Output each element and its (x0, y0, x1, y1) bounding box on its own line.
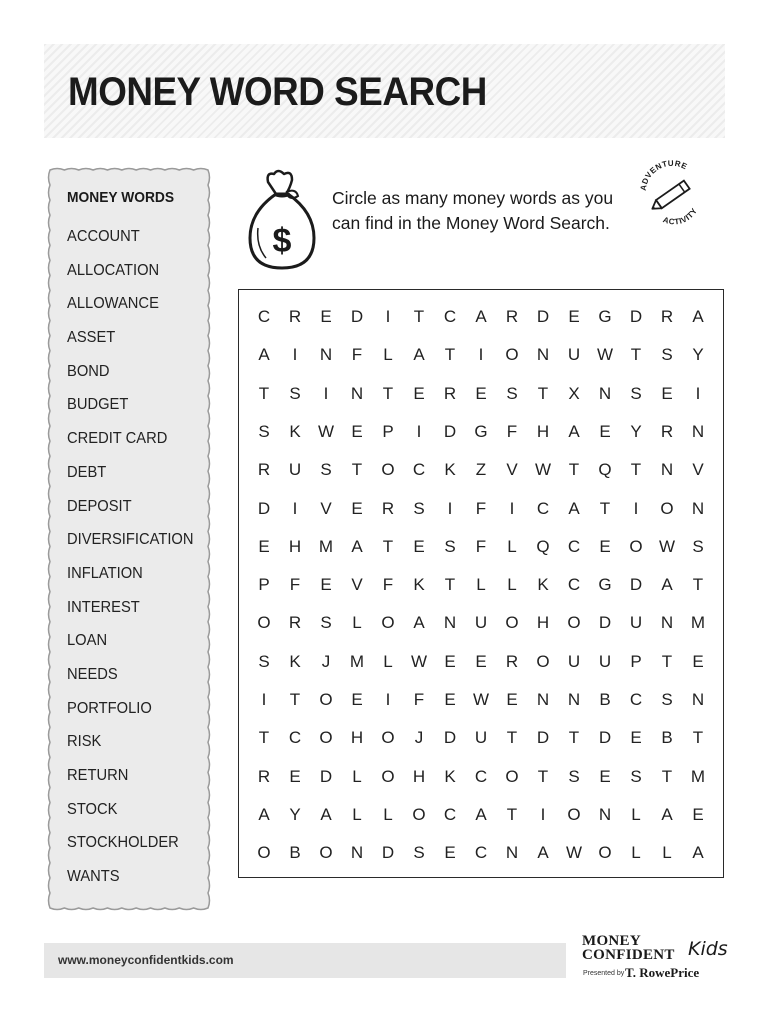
grid-letter[interactable]: P (382, 421, 394, 441)
word-item: INFLATION (67, 564, 143, 582)
grid-letter[interactable]: S (413, 498, 425, 518)
grid-letter[interactable]: E (413, 536, 425, 556)
grid-letter[interactable]: K (289, 421, 301, 441)
grid-letter[interactable]: R (288, 613, 302, 633)
word-item: INTEREST (67, 598, 140, 616)
grid-letter[interactable]: Q (598, 460, 612, 480)
grid-letter[interactable]: W (410, 651, 428, 671)
grid-letter[interactable]: K (413, 575, 425, 595)
grid-letter[interactable]: N (505, 843, 519, 863)
grid-letter[interactable]: M (318, 536, 334, 556)
grid-letter[interactable]: C (288, 728, 302, 748)
grid-letter[interactable]: E (444, 651, 456, 671)
grid-letter[interactable]: N (350, 843, 364, 863)
grid-letter[interactable]: T (599, 498, 611, 518)
grid-letter[interactable]: D (536, 307, 550, 326)
brand-confident: CONFIDENT (582, 947, 675, 963)
grid-letter[interactable]: D (598, 613, 612, 633)
grid-letter[interactable]: C (257, 307, 271, 326)
grid-letter[interactable]: T (382, 383, 394, 403)
grid-letter[interactable]: E (630, 728, 642, 748)
brand-money: MONEY (582, 933, 641, 949)
grid-letter[interactable]: T (661, 766, 673, 786)
grid-letter[interactable]: I (447, 498, 453, 518)
grid-letter[interactable]: O (505, 345, 519, 365)
grid-letter[interactable]: R (505, 651, 519, 671)
grid-letter[interactable]: S (661, 690, 673, 709)
grid-letter[interactable]: E (444, 843, 456, 863)
grid-letter[interactable]: D (629, 575, 643, 595)
grid-letter[interactable]: D (381, 843, 395, 863)
word-item: PORTFOLIO (67, 699, 152, 717)
grid-letter[interactable]: T (382, 536, 394, 556)
grid-letter[interactable]: L (352, 613, 362, 633)
grid-row (249, 800, 713, 830)
grid-letter[interactable]: Q (536, 536, 550, 556)
grid-letter[interactable]: O (505, 766, 519, 786)
grid-letter[interactable]: V (692, 460, 704, 480)
grid-letter[interactable]: C (443, 307, 457, 326)
grid-letter[interactable]: N (598, 804, 612, 824)
svg-text:ACTIVITY (662, 206, 699, 226)
grid-letter[interactable]: A (320, 804, 332, 824)
grid-letter[interactable]: L (383, 345, 393, 365)
grid-letter[interactable]: N (350, 383, 364, 403)
grid-letter[interactable]: F (413, 690, 425, 709)
badge-bottom-text: ACTIVITY (661, 206, 700, 227)
grid-row (249, 302, 713, 332)
grid-letter[interactable]: I (540, 804, 546, 824)
grid-letter[interactable]: A (568, 421, 580, 441)
grid-letter[interactable]: L (507, 575, 517, 595)
grid-letter[interactable]: U (629, 613, 643, 633)
grid-letter[interactable]: I (292, 345, 298, 365)
grid-letter[interactable]: T (258, 728, 270, 748)
grid-letter[interactable]: C (443, 804, 457, 824)
grid-letter[interactable]: O (598, 843, 612, 863)
grid-letter[interactable]: F (382, 575, 394, 595)
grid-letter[interactable]: K (444, 460, 456, 480)
grid-letter[interactable]: S (258, 651, 270, 671)
grid-letter[interactable]: N (691, 690, 705, 709)
word-item: ALLOCATION (67, 261, 160, 279)
word-item: STOCK (67, 800, 118, 818)
grid-letter[interactable]: T (537, 766, 549, 786)
grid-letter[interactable]: H (536, 613, 550, 633)
grid-letter[interactable]: D (598, 728, 612, 748)
grid-letter[interactable]: L (507, 536, 517, 556)
grid-letter[interactable]: G (474, 421, 488, 441)
grid-letter[interactable]: W (317, 421, 335, 441)
grid-letter[interactable]: S (661, 345, 673, 365)
grid-letter[interactable]: N (660, 613, 674, 633)
money-words-list (67, 188, 205, 901)
grid-letter[interactable]: E (475, 651, 487, 671)
grid-letter[interactable]: C (474, 766, 488, 786)
money-words-heading: MONEY WORDS (67, 189, 175, 206)
grid-letter[interactable]: E (661, 383, 673, 403)
grid-letter[interactable]: C (567, 575, 581, 595)
grid-letter[interactable]: I (633, 498, 639, 518)
grid-letter[interactable]: R (257, 766, 271, 786)
word-search-grid[interactable] (238, 289, 724, 878)
word-item: CREDIT CARD (67, 430, 168, 448)
grid-letter[interactable]: I (323, 383, 329, 403)
grid-letter[interactable]: L (631, 843, 641, 863)
grid-letter[interactable]: P (630, 651, 642, 671)
grid-letter[interactable]: I (695, 383, 701, 403)
grid-letter[interactable]: T (630, 345, 642, 365)
grid-letter[interactable]: F (475, 536, 487, 556)
grid-letter[interactable]: M (349, 651, 365, 671)
grid-row (249, 838, 713, 868)
grid-letter[interactable]: D (443, 421, 457, 441)
word-item: ALLOWANCE (67, 295, 159, 313)
grid-letter[interactable]: B (599, 690, 611, 709)
grid-letter[interactable]: I (261, 690, 267, 709)
grid-letter[interactable]: S (630, 383, 642, 403)
grid-letter[interactable]: T (506, 804, 518, 824)
grid-letter[interactable]: A (661, 804, 673, 824)
grid-letter[interactable]: F (475, 498, 487, 518)
grid-letter[interactable]: E (692, 804, 704, 824)
grid-letter[interactable]: K (444, 766, 456, 786)
pencil-badge-icon (636, 157, 708, 229)
grid-letter[interactable]: T (692, 575, 704, 595)
grid-letter[interactable]: S (289, 383, 301, 403)
grid-letter[interactable]: Y (692, 345, 704, 365)
grid-letter[interactable]: P (258, 575, 270, 595)
word-item: ASSET (67, 329, 116, 347)
grid-letter[interactable]: D (257, 498, 271, 518)
presented-by-text: Presented by (583, 970, 625, 977)
grid-letter[interactable]: O (629, 536, 643, 556)
grid-letter[interactable]: H (288, 536, 302, 556)
grid-letter[interactable]: T (568, 460, 580, 480)
grid-letter[interactable]: L (352, 804, 362, 824)
grid-letter[interactable]: T (630, 460, 642, 480)
grid-letter[interactable]: S (320, 613, 332, 633)
grid-letter[interactable]: H (350, 728, 364, 748)
grid-letter[interactable]: F (289, 575, 301, 595)
grid-letter[interactable]: L (662, 843, 672, 863)
grid-letter[interactable]: I (385, 307, 391, 326)
grid-letter[interactable]: E (289, 766, 301, 786)
grid-letter[interactable]: G (598, 307, 612, 326)
grid-row (249, 723, 713, 753)
instructions-text: Circle as many money words as you can find in the Money Word Search. (332, 188, 614, 233)
grid-letter[interactable]: L (631, 804, 641, 824)
grid-letter[interactable]: A (413, 613, 425, 633)
grid-letter[interactable]: U (288, 460, 302, 480)
grid-letter[interactable]: S (568, 766, 580, 786)
website-url: www.moneyconfidentkids.com (58, 953, 234, 967)
money-words-panel (44, 164, 214, 914)
grid-letter[interactable]: N (598, 383, 612, 403)
grid-letter[interactable]: S (258, 421, 270, 441)
grid-letter[interactable]: N (536, 345, 550, 365)
grid-row (249, 455, 713, 485)
grid-letter[interactable]: C (629, 690, 643, 709)
grid-letter[interactable]: E (692, 651, 704, 671)
grid-row (249, 608, 713, 638)
grid-letter[interactable]: V (351, 575, 363, 595)
grid-letter[interactable]: E (568, 307, 580, 326)
grid-letter[interactable]: E (444, 690, 456, 709)
grid-letter[interactable]: Y (289, 804, 301, 824)
word-item: BOND (67, 362, 110, 380)
grid-letter[interactable]: E (475, 383, 487, 403)
grid-letter[interactable]: W (565, 843, 583, 863)
grid-letter[interactable]: W (658, 536, 676, 556)
grid-row (249, 570, 713, 600)
grid-row (249, 762, 713, 792)
footer-bar (44, 943, 566, 978)
grid-letter[interactable]: R (505, 307, 519, 326)
grid-letter[interactable]: O (412, 804, 426, 824)
grid-letter[interactable]: O (381, 766, 395, 786)
grid-row (249, 379, 713, 409)
money-bag-icon (246, 166, 318, 272)
grid-letter[interactable]: D (536, 728, 550, 748)
grid-letter[interactable]: N (567, 690, 581, 709)
grid-letter[interactable]: O (257, 613, 271, 633)
grid-row (249, 647, 713, 677)
grid-letter[interactable]: I (385, 690, 391, 709)
grid-letter[interactable]: Y (630, 421, 642, 441)
grid-letter[interactable]: A (692, 843, 704, 863)
word-item: LOAN (67, 632, 108, 650)
word-item: WANTS (67, 868, 120, 886)
grid-letter[interactable]: E (599, 421, 611, 441)
grid-letter[interactable]: S (692, 536, 704, 556)
grid-row (249, 494, 713, 524)
grid-letter[interactable]: U (567, 345, 581, 365)
grid-letter[interactable]: I (478, 345, 484, 365)
grid-letter[interactable]: O (505, 613, 519, 633)
word-item: STOCKHOLDER (67, 834, 179, 852)
grid-letter[interactable]: X (568, 383, 580, 403)
grid-letter[interactable]: T (444, 575, 456, 595)
grid-row (249, 340, 713, 370)
grid-letter[interactable]: S (630, 766, 642, 786)
grid-letter[interactable]: B (289, 843, 301, 863)
grid-letter[interactable]: R (660, 421, 674, 441)
page-title: MONEY WORD SEARCH (68, 70, 487, 114)
grid-letter[interactable]: I (416, 421, 422, 441)
grid-letter[interactable]: S (413, 843, 425, 863)
grid-letter[interactable]: S (506, 383, 518, 403)
word-item: ACCOUNT (67, 228, 140, 245)
grid-letter[interactable]: T (444, 345, 456, 365)
grid-letter[interactable]: D (443, 728, 457, 748)
grid-row (249, 417, 713, 447)
grid-letter[interactable]: O (319, 690, 333, 709)
grid-letter[interactable]: O (567, 613, 581, 633)
grid-letter[interactable]: A (258, 804, 270, 824)
grid-letter[interactable]: F (351, 345, 363, 365)
grid-letter[interactable]: D (319, 766, 333, 786)
grid-letter[interactable]: I (509, 498, 515, 518)
grid-letter[interactable]: M (690, 613, 706, 633)
grid-letter[interactable]: G (598, 575, 612, 595)
grid-letter[interactable]: N (691, 421, 705, 441)
grid-letter[interactable]: O (660, 498, 674, 518)
grid-letter[interactable]: T (661, 651, 673, 671)
grid-letter[interactable]: A (413, 345, 425, 365)
grid-letter[interactable]: W (534, 460, 552, 480)
word-item: DIVERSIFICATION (67, 531, 194, 549)
grid-letter[interactable]: A (692, 307, 704, 326)
grid-letter[interactable]: V (506, 460, 518, 480)
grid-letter[interactable]: O (319, 728, 333, 748)
grid-letter[interactable]: U (567, 651, 581, 671)
grid-letter[interactable]: R (257, 460, 271, 480)
grid-letter[interactable]: T (568, 728, 580, 748)
grid-letter[interactable]: C (474, 843, 488, 863)
grid-letter[interactable]: E (258, 536, 270, 556)
grid-letter[interactable]: N (443, 613, 457, 633)
grid-letter[interactable]: A (258, 345, 270, 365)
grid-letter[interactable]: A (568, 498, 580, 518)
grid-letter[interactable]: E (351, 421, 363, 441)
grid-letter[interactable]: O (319, 843, 333, 863)
grid-row (249, 685, 713, 715)
grid-letter[interactable]: O (567, 804, 581, 824)
word-item: RISK (67, 733, 102, 751)
grid-letter[interactable]: B (661, 728, 673, 748)
grid-letter[interactable]: A (537, 843, 549, 863)
grid-letter[interactable]: T (289, 690, 301, 709)
grid-letter[interactable]: O (381, 460, 395, 480)
grid-letter[interactable]: C (412, 460, 426, 480)
grid-letter[interactable]: L (352, 766, 362, 786)
grid-letter[interactable]: E (320, 575, 332, 595)
grid-letter[interactable]: R (443, 383, 457, 403)
grid-letter[interactable]: N (691, 498, 705, 518)
grid-letter[interactable]: Z (475, 460, 487, 480)
grid-letter[interactable]: I (292, 498, 298, 518)
word-item: DEBT (67, 463, 107, 481)
grid-letter[interactable]: N (319, 345, 333, 365)
grid-letter[interactable]: C (536, 498, 550, 518)
grid-letter[interactable]: A (351, 536, 363, 556)
word-item: BUDGET (67, 396, 129, 414)
grid-letter[interactable]: H (536, 421, 550, 441)
grid-letter[interactable]: S (320, 460, 332, 480)
badge-top-text: ADVENTURE (638, 158, 689, 192)
grid-letter[interactable]: T (351, 460, 363, 480)
grid-letter[interactable]: A (661, 575, 673, 595)
grid-letter[interactable]: K (289, 651, 301, 671)
grid-letter[interactable]: L (383, 804, 393, 824)
grid-letter[interactable]: E (351, 690, 363, 709)
grid-letter[interactable]: L (476, 575, 486, 595)
grid-letter[interactable]: R (660, 307, 674, 326)
grid-letter[interactable]: W (596, 345, 614, 365)
grid-letter[interactable]: A (475, 307, 487, 326)
grid-letter[interactable]: T (506, 728, 518, 748)
grid-letter[interactable]: T (258, 383, 270, 403)
dollar-sign: $ (272, 222, 292, 260)
grid-letter[interactable]: E (599, 536, 611, 556)
grid-letter[interactable]: T (537, 383, 549, 403)
grid-letter[interactable]: U (474, 728, 488, 748)
grid-letter[interactable]: M (690, 766, 706, 786)
grid-letter[interactable]: E (506, 690, 518, 709)
grid-letter[interactable]: J (321, 651, 331, 671)
grid-letter[interactable]: V (320, 498, 332, 518)
brand-kids: Kids (688, 938, 728, 960)
grid-letter[interactable]: C (567, 536, 581, 556)
word-item: NEEDS (67, 665, 118, 683)
grid-letter[interactable]: D (629, 307, 643, 326)
word-item: RETURN (67, 767, 129, 784)
grid-letter[interactable]: E (320, 307, 332, 326)
grid-letter[interactable]: A (475, 804, 487, 824)
grid-letter[interactable]: D (350, 307, 364, 326)
grid-letter[interactable]: U (598, 651, 612, 671)
grid-letter[interactable]: K (537, 575, 549, 595)
grid-letter[interactable]: E (413, 383, 425, 403)
grid-letter[interactable]: T (692, 728, 704, 748)
grid-letter[interactable]: E (599, 766, 611, 786)
grid-letter[interactable]: S (444, 536, 456, 556)
header-banner (44, 44, 725, 138)
company-name: T. RowePrice (625, 965, 700, 980)
grid-letter[interactable]: R (381, 498, 395, 518)
grid-letter[interactable]: N (660, 460, 674, 480)
grid-letter[interactable]: O (381, 613, 395, 633)
grid-letter[interactable]: O (381, 728, 395, 748)
grid-letter[interactable]: N (536, 690, 550, 709)
brand-logo (580, 934, 740, 984)
grid-letter[interactable]: L (383, 651, 393, 671)
grid-letter[interactable]: W (472, 690, 490, 709)
grid-letter[interactable]: R (288, 307, 302, 326)
grid-letter[interactable]: O (536, 651, 550, 671)
word-item: DEPOSIT (67, 497, 132, 515)
grid-letter[interactable]: J (414, 728, 424, 748)
grid-letter[interactable]: F (506, 421, 518, 441)
grid-letter[interactable]: O (257, 843, 271, 863)
grid-letter[interactable]: T (413, 307, 425, 326)
grid-letter[interactable]: U (474, 613, 488, 633)
grid-row (249, 532, 713, 562)
grid-letter[interactable]: H (412, 766, 426, 786)
grid-letter[interactable]: E (351, 498, 363, 518)
